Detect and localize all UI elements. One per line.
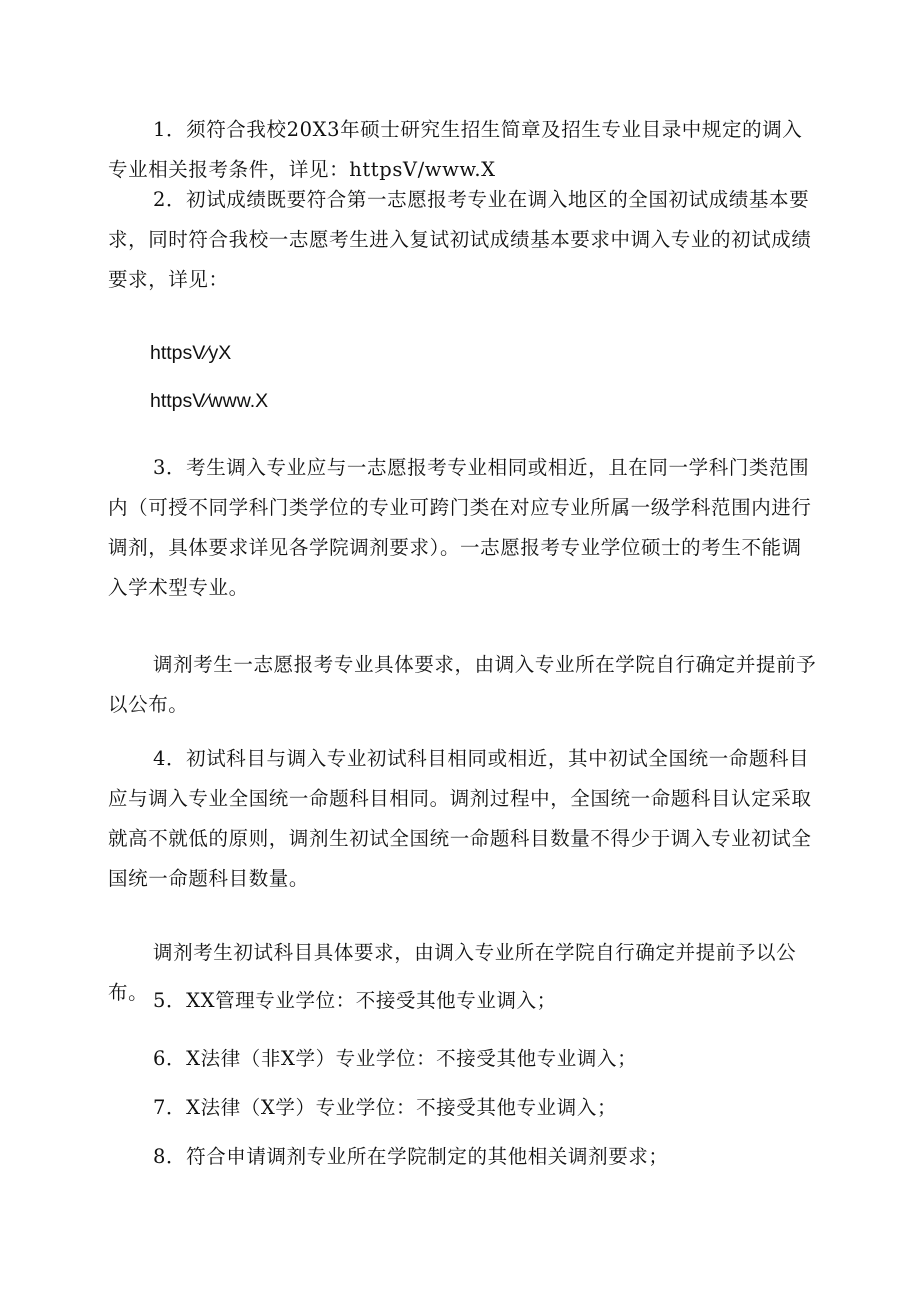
paragraph-note-subjects: 调剂考生初试科目具体要求，由调入专业所在学院自行确定并提前予以公布。 <box>108 941 797 1004</box>
paragraph-requirement-8: 8．符合申请调剂专业所在学院制定的其他相关调剂要求； <box>153 1145 669 1168</box>
paragraph-requirement-6: 6．X法律（非X学）专业学位：不接受其他专业调入； <box>153 1047 638 1070</box>
paragraph-requirement-2: 2．初试成绩既要符合第一志愿报考专业在调入地区的全国初试成绩基本要求，同时符合我校一志愿考生进入复试初试成绩基本要求中调入专业的初试成绩要求，详见： <box>108 188 812 291</box>
paragraph-note-major: 调剂考生一志愿报考专业具体要求，由调入专业所在学院自行确定并提前予以公布。 <box>108 653 817 716</box>
paragraph-requirement-3: 3．考生调入专业应与一志愿报考专业相同或相近，且在同一学科门类范围内（可授不同学科门类学位的专业可跨门类在对应专业所属一级学科范围内进行调剂，具体要求详见各学院调剂要求）。一志愿报考专业学位硕士的考生不能调入学术型专业。 <box>108 456 812 599</box>
link-text-1: httpsV∕yX <box>150 342 232 364</box>
link-text-2: httpsV∕www.X <box>150 390 269 412</box>
paragraph-requirement-7: 7．X法律（X学）专业学位：不接受其他专业调入； <box>153 1096 618 1119</box>
paragraph-requirement-4: 4．初试科目与调入专业初试科目相同或相近，其中初试全国统一命题科目应与调入专业全国统一命题科目相同。调剂过程中，全国统一命题科目认定采取就高不就低的原则，调剂生初试全国统一命题科目数量不得少于调入专业初试全国统一命题科目数量。 <box>108 747 812 890</box>
paragraph-requirement-5: 5．XX管理专业学位：不接受其他专业调入； <box>153 989 557 1012</box>
paragraph-requirement-1: 1．须符合我校20X3年硕士研究生招生简章及招生专业目录中规定的调入专业相关报考条件，详见：httpsV∕www.X <box>108 118 803 181</box>
